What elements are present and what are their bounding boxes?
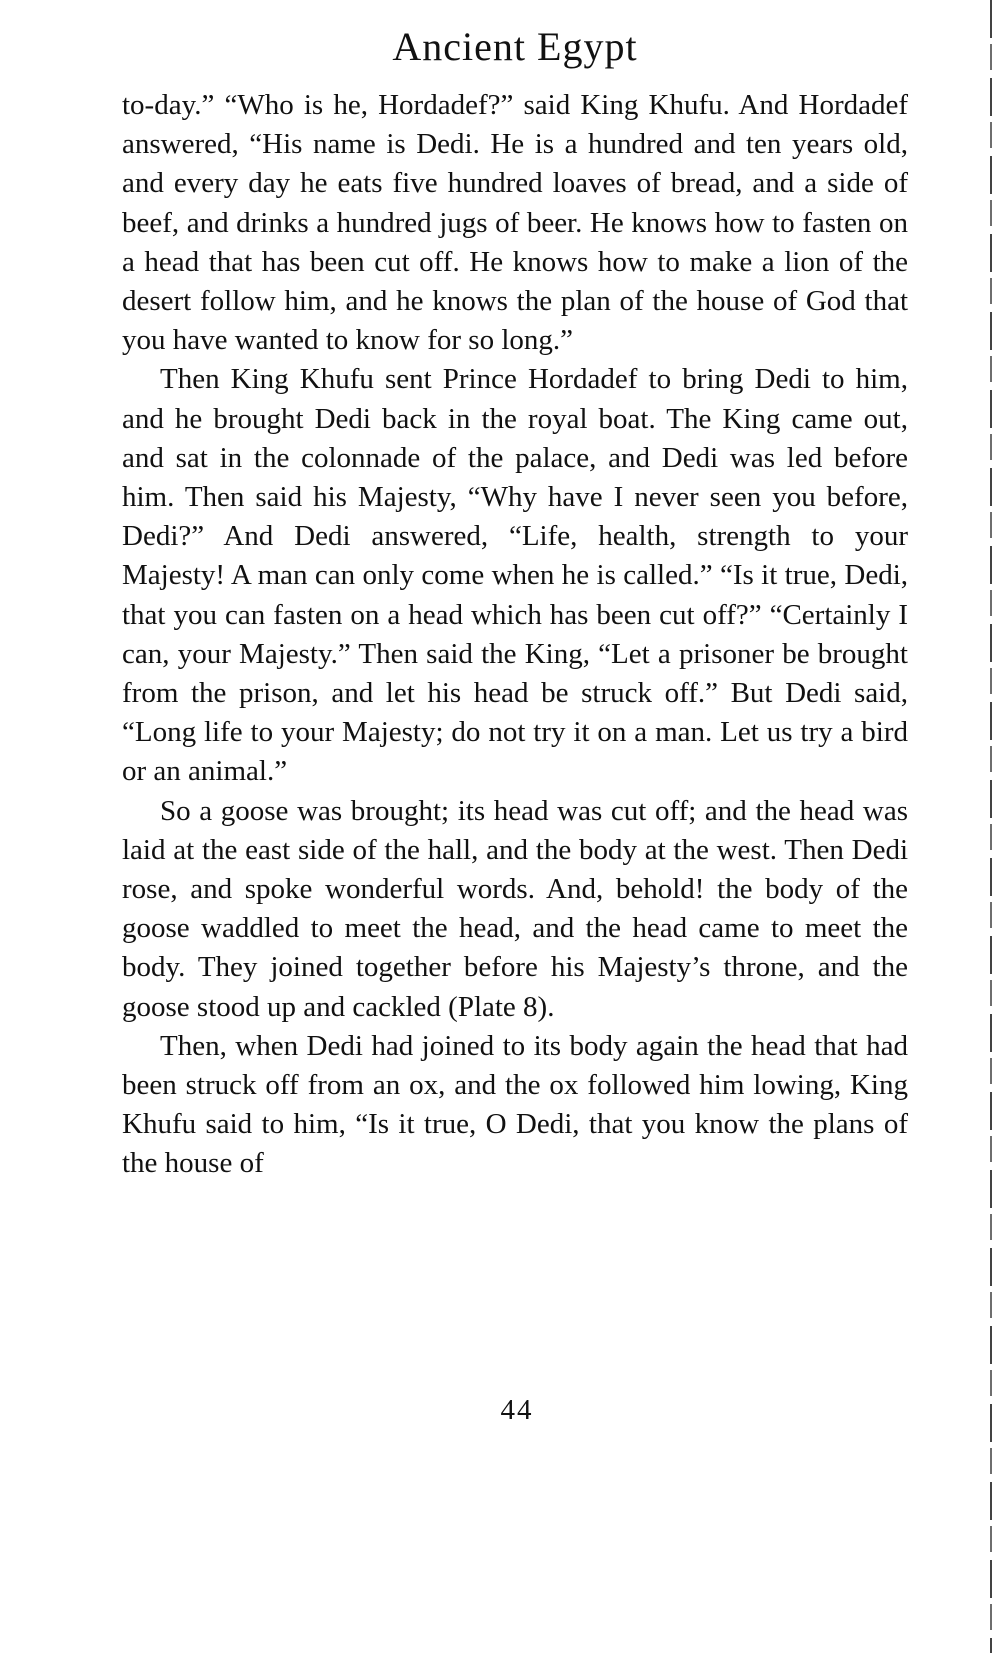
body-text	[122, 86, 908, 1184]
page-number: 44	[500, 1394, 534, 1426]
paragraph-1: to-day.” “Who is he, Hordadef?” said King Khufu. And Hordadef answered, “His name is Dedi. He is a hundred and ten years old, and every day he eats five hundred loaves of bread, and a side of beef, and drinks a hundred jugs of beer. He knows how to fasten on a head that has been cut off. He knows how to make a lion of the desert follow him, and he knows the plan of the house of God that you have wanted to know for so long.”	[122, 89, 908, 357]
page-edge-shadow	[990, 0, 992, 1653]
paragraph-3: So a goose was brought; its head was cut off; and the head was laid at the east side of the hall, and the body at the west. Then Dedi rose, and spoke wonderful words. And, behold! the body of the goose waddled to meet the head, and the head came to meet the body. They joined together before his Majesty’s throne, and the goose stood up and cackled (Plate 8).	[122, 794, 908, 1023]
paragraph-2: Then King Khufu sent Prince Hordadef to bring Dedi to him, and he brought Dedi back in the royal boat. The King came out, and sat in the colonnade of the palace, and Dedi was led before him. Then said his Majesty, “Why have I never seen you before, Dedi?” And Dedi answered, “Life, health, strength to your Majesty! A man can only come when he is called.” “Is it true, Dedi, that you can fasten on a head which has been cut off?” “Certainly I can, your Majesty.” Then said the King, “Let a prisoner be brought from the prison, and let his head be struck off.” But Dedi said, “Long life to your Majesty; do not try it on a man. Let us try a bird or an animal.”	[122, 363, 908, 788]
running-head: Ancient Egypt	[392, 24, 638, 69]
paragraph-4: Then, when Dedi had joined to its body again the head that had been struck off from an ox, and the ox followed him lowing, King Khufu said to him, “Is it true, O Dedi, that you know the plans of the house of	[122, 1029, 908, 1180]
